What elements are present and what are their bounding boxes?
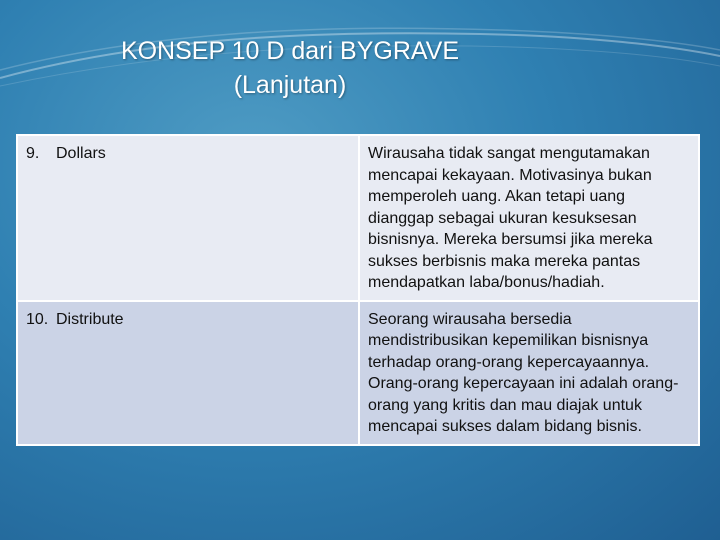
term-cell: [17, 301, 359, 445]
row-number: 9.: [26, 145, 40, 162]
term-cell: [17, 135, 359, 301]
description-cell: Wirausaha tidak sangat mengutamakan mencapai kekayaan. Motivasinya bukan memperoleh uang. Akan tetapi uang dianggap sebagai ukuran kesuksesan bisnisnya. Mereka bersumsi jika mereka sukses berbisnis maka mereka pantas mendapatkan laba/bonus/hadiah.: [359, 135, 699, 301]
concept-table: [16, 134, 700, 446]
table-row: [17, 301, 699, 445]
slide-title: [0, 34, 580, 102]
title-line-2: (Lanjutan): [233, 71, 347, 99]
row-number: 10.: [26, 310, 49, 328]
table-row: [17, 135, 699, 301]
description-cell: Seorang wirausaha bersedia mendistribusikan kepemilikan bisnisnya terhadap orang-orang kepercayaannya. Orang-orang kepercayaan ini adalah orang-orang yang kritis dan mau diajak untuk mencapai sukses dalam bidang bisnis.: [359, 301, 699, 445]
title-line-1: KONSEP 10 D dari BYGRAVE: [120, 37, 460, 65]
term-label: Dollars: [56, 145, 106, 162]
term-label: Distribute: [56, 310, 124, 328]
